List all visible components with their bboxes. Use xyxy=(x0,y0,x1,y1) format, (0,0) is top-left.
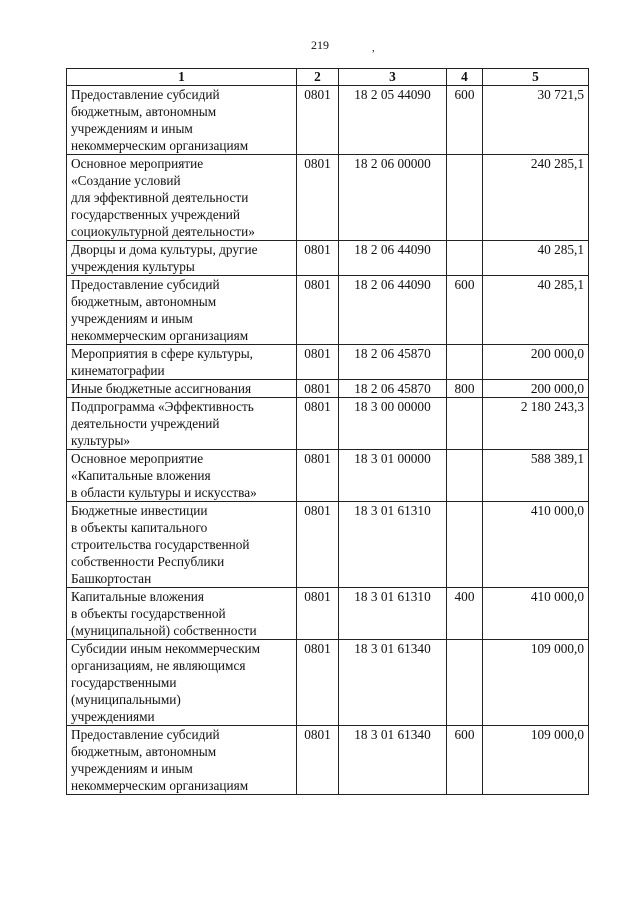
row-name: Мероприятия в сфере культуры, кинематографии xyxy=(67,345,297,380)
table-row xyxy=(67,345,589,380)
row-section-code: 0801 xyxy=(297,345,339,380)
table-row xyxy=(67,398,589,450)
row-target-article: 18 2 05 44090 xyxy=(339,86,447,155)
row-expense-type xyxy=(447,398,483,450)
row-target-article: 18 3 01 61310 xyxy=(339,588,447,640)
row-name: Бюджетные инвестиции в объекты капитального строительства государственной собственности Республики Башкортостан xyxy=(67,502,297,588)
row-target-article: 18 2 06 44090 xyxy=(339,241,447,276)
table-row xyxy=(67,450,589,502)
row-amount: 200 000,0 xyxy=(483,380,589,398)
row-section-code: 0801 xyxy=(297,380,339,398)
row-name: Предоставление субсидий бюджетным, автономным учреждениям и иным некоммерческим организациям xyxy=(67,86,297,155)
row-amount: 40 285,1 xyxy=(483,276,589,345)
row-amount: 240 285,1 xyxy=(483,155,589,241)
header-col-4: 4 xyxy=(447,69,483,86)
row-expense-type: 400 xyxy=(447,588,483,640)
row-name: Подпрограмма «Эффективность деятельности учреждений культуры» xyxy=(67,398,297,450)
table-row xyxy=(67,640,589,726)
header-col-1: 1 xyxy=(67,69,297,86)
row-target-article: 18 3 00 00000 xyxy=(339,398,447,450)
row-amount: 109 000,0 xyxy=(483,726,589,795)
row-section-code: 0801 xyxy=(297,640,339,726)
row-amount: 588 389,1 xyxy=(483,450,589,502)
row-amount: 410 000,0 xyxy=(483,502,589,588)
header-col-5: 5 xyxy=(483,69,589,86)
row-section-code: 0801 xyxy=(297,241,339,276)
row-section-code: 0801 xyxy=(297,726,339,795)
row-expense-type: 600 xyxy=(447,86,483,155)
row-name: Основное мероприятие «Создание условий для эффективной деятельности государственных учреждений социокультурной деятельности» xyxy=(67,155,297,241)
row-name: Основное мероприятие «Капитальные вложения в области культуры и искусства» xyxy=(67,450,297,502)
row-expense-type xyxy=(447,155,483,241)
row-target-article: 18 2 06 45870 xyxy=(339,345,447,380)
row-section-code: 0801 xyxy=(297,398,339,450)
row-name: Субсидии иным некоммерческим организациям, не являющимся государственными (муниципальными) учреждениями xyxy=(67,640,297,726)
header-col-2: 2 xyxy=(297,69,339,86)
row-expense-type: 800 xyxy=(447,380,483,398)
row-amount: 40 285,1 xyxy=(483,241,589,276)
table-row xyxy=(67,588,589,640)
row-section-code: 0801 xyxy=(297,588,339,640)
row-expense-type xyxy=(447,502,483,588)
stray-mark: , xyxy=(372,42,375,54)
row-name: Иные бюджетные ассигнования xyxy=(67,380,297,398)
row-section-code: 0801 xyxy=(297,502,339,588)
row-name: Капитальные вложения в объекты государственной (муниципальной) собственности xyxy=(67,588,297,640)
row-target-article: 18 2 06 45870 xyxy=(339,380,447,398)
row-target-article: 18 3 01 00000 xyxy=(339,450,447,502)
row-amount: 410 000,0 xyxy=(483,588,589,640)
row-amount: 200 000,0 xyxy=(483,345,589,380)
row-section-code: 0801 xyxy=(297,276,339,345)
table-row xyxy=(67,502,589,588)
row-target-article: 18 3 01 61340 xyxy=(339,640,447,726)
row-expense-type xyxy=(447,640,483,726)
row-expense-type: 600 xyxy=(447,726,483,795)
row-target-article: 18 3 01 61310 xyxy=(339,502,447,588)
row-target-article: 18 2 06 00000 xyxy=(339,155,447,241)
row-name: Предоставление субсидий бюджетным, автономным учреждениям и иным некоммерческим организациям xyxy=(67,276,297,345)
table-row xyxy=(67,155,589,241)
table-row xyxy=(67,241,589,276)
header-row xyxy=(67,69,589,86)
row-expense-type xyxy=(447,345,483,380)
table-row xyxy=(67,380,589,398)
row-expense-type xyxy=(447,241,483,276)
row-target-article: 18 3 01 61340 xyxy=(339,726,447,795)
table-row xyxy=(67,86,589,155)
row-name: Предоставление субсидий бюджетным, автономным учреждениям и иным некоммерческим организациям xyxy=(67,726,297,795)
row-section-code: 0801 xyxy=(297,450,339,502)
row-amount: 30 721,5 xyxy=(483,86,589,155)
table-row xyxy=(67,726,589,795)
row-section-code: 0801 xyxy=(297,155,339,241)
budget-table xyxy=(66,68,589,795)
row-target-article: 18 2 06 44090 xyxy=(339,276,447,345)
row-expense-type: 600 xyxy=(447,276,483,345)
row-amount: 109 000,0 xyxy=(483,640,589,726)
page-number: 219 xyxy=(311,38,329,52)
row-name: Дворцы и дома культуры, другие учреждения культуры xyxy=(67,241,297,276)
row-amount: 2 180 243,3 xyxy=(483,398,589,450)
table-row xyxy=(67,276,589,345)
row-expense-type xyxy=(447,450,483,502)
row-section-code: 0801 xyxy=(297,86,339,155)
header-col-3: 3 xyxy=(339,69,447,86)
